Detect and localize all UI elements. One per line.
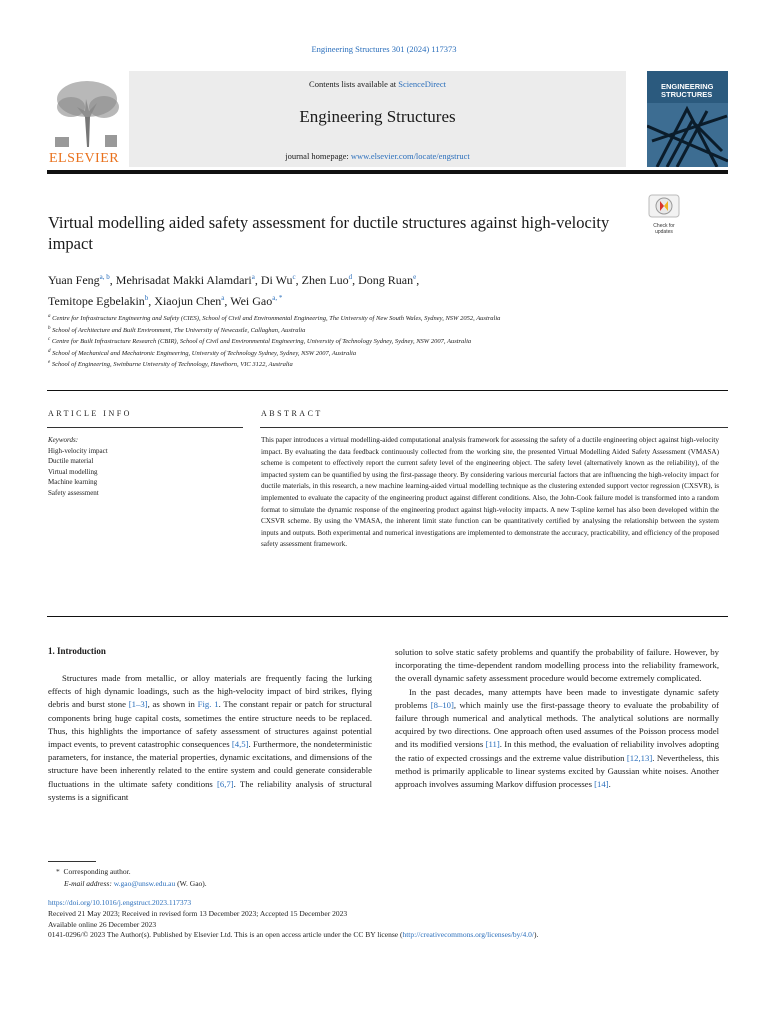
section-divider xyxy=(47,390,728,391)
reference-link[interactable]: [11] xyxy=(485,739,500,750)
contents-line: Contents lists available at ScienceDirect xyxy=(309,79,446,89)
cover-title-line-1: ENGINEERING xyxy=(661,82,714,91)
author-affil-mark[interactable]: a, b xyxy=(99,273,110,281)
corresponding-author-note: * Corresponding author. xyxy=(56,867,131,876)
affiliation-item: $^d$ School of Mechanical and Mechatronic Engineering, University of Technology Sydney, Sydney, NSW 2007, Australia xyxy=(48,348,357,357)
author-name[interactable]: Dong Ruan xyxy=(358,273,414,287)
abstract-text: This paper introduces a virtual modelling-aided computational analysis framework for assessing the safety of a ductile engineering object against high-velocity impact. By evaluating the data feedback continuously collected from the working site, the presented Virtual Modelling Aided Safety Assessment (VMASA) scheme is competent to effectively report the current safety level of the engineering object. The safety level (alternatively known as the reliability), of the impacted system can be quantified by using the first-passage theory. By considering various mercurial factors that are influencing the high-velocity impact for ductile materials, in this research, a new machine learning-aided virtual modelling technique as the clustering extended support vector regression (CXSVR), is implemented to evaluate the capacity of the engineering product against different conditions. Also, the John-Cook failure model is transformed into a random format to simulate the dynamic response of the engineering product against high-velocity impacts. A new T-spline kernel has also been developed within the CXSVR scheme. By using the VMASA, the inherent limit state function can be quantitatively certified by analysing the relationship between the system inputs and outputs. Both experimental and numerical investigations are implemented to demonstrate the accuracy, practicability, and efficiency of the proposed safety assessment framework. xyxy=(261,436,719,549)
journal-citation-link[interactable]: Engineering Structures 301 (2024) 117373 xyxy=(311,44,457,54)
journal-name: Engineering Structures xyxy=(299,107,456,126)
body-paragraph: In the past decades, many attempts have been made to investigate dynamic safety problems [8–10], which mainly use the first-passage theory to evaluate the probability of failure through numerical and analytical methods. The analytical solutions are normally acquired by two directions. One approach often used assumes of the Poisson process model and its modified versions [11]. In this method, the evaluation of reliability involves adopting the ratio of expected crossings and the extreme value distribution [12,13]. Nevertheless, this method is primarily applicable to linear systems excited by Gaussian white noises. Another approach involves assuming Markov diffusion processes [14]. xyxy=(395,686,719,790)
journal-header xyxy=(47,71,728,167)
author-name[interactable]: Mehrisadat Makki Alamdari xyxy=(115,273,252,287)
cover-title-line-2: STRUCTURES xyxy=(661,90,713,99)
received-dates: Received 21 May 2023; Received in revised form 13 December 2023; Accepted 15 December 2023 xyxy=(48,908,348,918)
article-info-rule xyxy=(47,427,243,428)
elsevier-tree-icon xyxy=(49,77,125,149)
keyword-item: Safety assessment xyxy=(48,488,99,497)
footnote-rule xyxy=(48,861,96,862)
abstract-heading: ABSTRACT xyxy=(261,409,323,418)
section-heading-introduction: 1. Introduction xyxy=(48,646,106,656)
header-rule xyxy=(47,170,728,174)
article-footer xyxy=(48,898,728,941)
author-affil-mark[interactable]: b xyxy=(144,294,149,302)
keywords-label: Keywords: xyxy=(48,436,79,444)
author-affil-mark[interactable]: a, * xyxy=(272,294,283,302)
body-paragraph: Structures made from metallic, or alloy materials are frequently facing the lurking effects of high dynamic loadings, such as the high-velocity impact of bird strikes, flying debris and burst stone [1–3], as shown in Fig. 1. The constant repair or patch for structural components bring huge capital costs, sometimes the entire structure needs to be replaced. Thus, this highlights the importance of safety assessment of structures against potential impact events, to prevent catastrophic consequences [4,5]. Furthermore, the nondeterministic parameters, for instance, the material properties, dynamic excitations, and dimensions of the structure have been inherently related to the entire system and could generate considerable fluctuations in the ultimate safety conditions [6,7]. The reliability analysis of structural systems is a significant xyxy=(48,673,373,802)
keywords-block xyxy=(48,435,238,498)
author-name[interactable]: Xiaojun Chen xyxy=(154,294,222,308)
affiliation-item: $^b$ School of Architecture and Built Environment, The University of Newcastle, Callaghan, Australia xyxy=(48,325,306,334)
crossmark-label-2: updates xyxy=(655,229,673,235)
sciencedirect-link[interactable]: ScienceDirect xyxy=(398,79,446,89)
keyword-item: Ductile material xyxy=(48,457,94,465)
crossmark-label-1: Check for xyxy=(653,223,675,229)
affiliation-item: $^e$ School of Engineering, Swinburne University of Technology, Hawthorn, VIC 3122, Australia xyxy=(48,360,293,368)
keyword-item: Virtual modelling xyxy=(48,467,98,476)
journal-homepage-link[interactable]: www.elsevier.com/locate/engstruct xyxy=(350,151,470,161)
check-for-updates-button[interactable] xyxy=(648,194,680,235)
article-info-heading: ARTICLE INFO xyxy=(48,409,132,418)
footnotes xyxy=(48,866,728,890)
author-list: Yuan Feng$^{a, b}$, Mehrisadat Makki Alamdari$^a$, Di Wu$^c$, Zhen Luo$^d$, Dong Ruan$^e$, Temitope Egbelakin$^b$, Xiaojun Chen$^a$, Wei Gao$^{a, *}$ xyxy=(48,273,420,308)
email-link[interactable]: w.gao@unsw.edu.au xyxy=(113,879,176,888)
available-online-date: Available online 26 December 2023 xyxy=(48,919,157,929)
author-name[interactable]: Di Wu xyxy=(260,273,293,287)
reference-link[interactable]: [6,7] xyxy=(217,778,234,789)
license-line: 0141-0296/© 2023 The Author(s). Published by Elsevier Ltd. This is an open access article under the CC BY license (http://creativecommons.org/licenses/by/4.0/). xyxy=(48,930,539,940)
author-name[interactable]: Yuan Feng xyxy=(48,273,100,287)
abstract-rule xyxy=(260,427,728,428)
body-column-left xyxy=(48,672,372,804)
author-name[interactable]: Zhen Luo xyxy=(301,273,349,287)
elsevier-wordmark: ELSEVIER xyxy=(49,151,120,166)
reference-link[interactable]: [1–3] xyxy=(128,699,148,710)
body-paragraph: solution to solve static safety problems and quantify the probability of failure. However, by incorporating the time-dependent random modelling process into the reliability framework, the overall dynamic safety assessment procedure would become extremely complicated. xyxy=(395,647,719,684)
journal-info-box xyxy=(129,71,626,167)
author-name[interactable]: Temitope Egbelakin xyxy=(48,294,145,308)
reference-link[interactable]: [4,5] xyxy=(231,739,249,750)
author-affil-mark[interactable]: a xyxy=(221,294,225,302)
doi-link[interactable]: https://doi.org/10.1016/j.engstruct.2023.117373 xyxy=(48,898,192,907)
homepage-line: journal homepage: www.elsevier.com/locate/engstruct xyxy=(285,151,470,161)
keyword-item: Machine learning xyxy=(48,478,98,486)
author-affil-mark[interactable]: c xyxy=(292,273,296,281)
reference-link[interactable]: [8–10] xyxy=(430,699,454,710)
keyword-item: High-velocity impact xyxy=(48,446,108,455)
figure-link[interactable]: Fig. 1 xyxy=(197,699,219,710)
email-note: E-mail address: w.gao@unsw.edu.au (W. Gao). xyxy=(64,879,207,888)
reference-link[interactable]: [14] xyxy=(594,779,609,790)
elsevier-logo[interactable] xyxy=(47,71,127,167)
body-column-right xyxy=(395,646,719,791)
affiliation-list xyxy=(48,312,648,370)
author-affil-mark[interactable]: e xyxy=(413,273,417,281)
author-affil-mark[interactable]: a xyxy=(251,273,255,281)
section-divider xyxy=(47,616,728,617)
article-title: Virtual modelling aided safety assessment for ductile structures against high-velocity impact xyxy=(48,213,610,253)
affiliation-item: $^a$ Centre for Infrastructure Engineering and Safety (CIES), School of Civil and Environmental Engineering, The University of New South Wales, Sydney, NSW 2052, Australia xyxy=(48,314,501,322)
affiliation-item: $^c$ Centre for Built Infrastructure Research (CBIR), School of Civil and Environmental Engineering, University of Technology Sydney, Sydney, NSW 2007, Australia xyxy=(48,337,472,345)
author-affil-mark[interactable]: d xyxy=(348,273,353,281)
author-name[interactable]: Wei Gao xyxy=(230,294,273,308)
journal-cover-image[interactable] xyxy=(647,71,728,167)
license-link[interactable]: http://creativecommons.org/licenses/by/4.0/ xyxy=(402,930,534,940)
crossmark-icon xyxy=(648,194,680,218)
reference-link[interactable]: [12,13] xyxy=(626,752,653,763)
